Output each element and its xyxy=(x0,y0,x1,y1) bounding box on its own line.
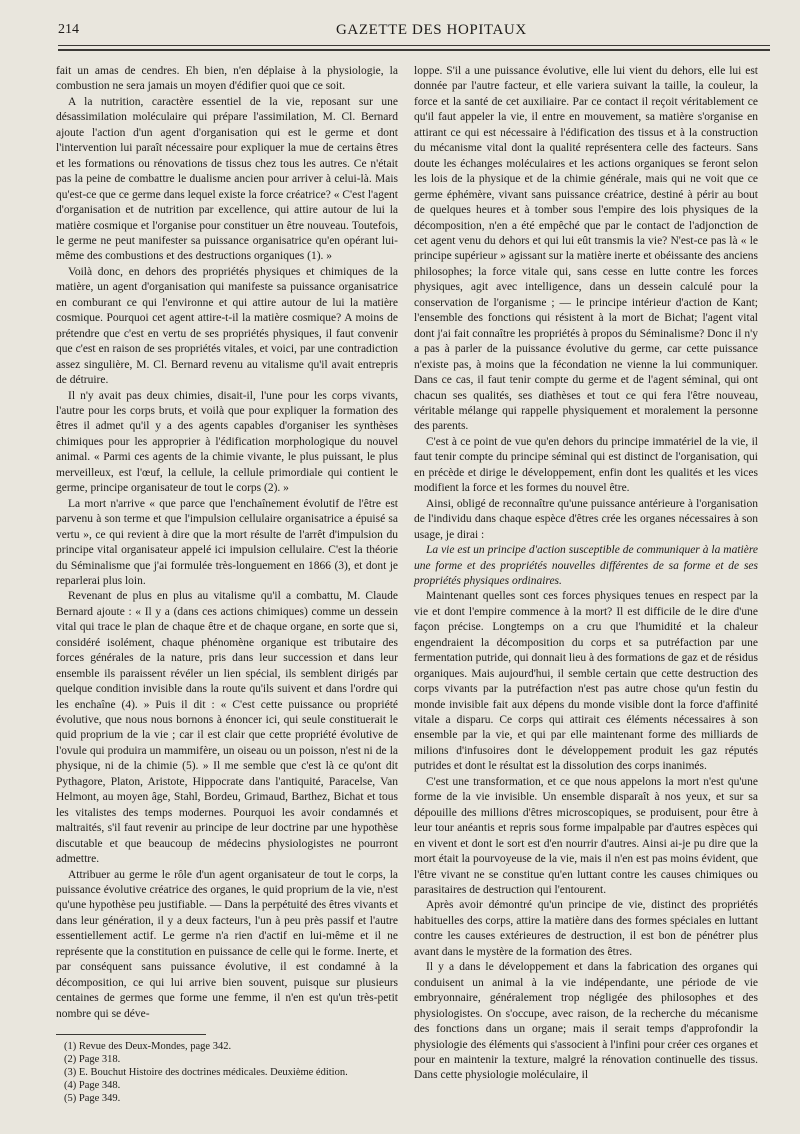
paragraph: Il n'y avait pas deux chimies, disait-il, l'une pour les corps vivants, l'autre pour les corps bruts, et voilà que pour expliquer la formation des êtres il admet qu'il y a des agents capables d'organiser les synthèses chimiques pour les approprier à l'édification morphologique du nouvel animal. « Parmi ces agents de la chimie vivante, le plus puissant, le plus merveilleux, est l'œuf, la cellule, la cellule primordiale qui contient le germe, principe organisateur de tout le corps (2). » xyxy=(56,389,398,495)
left-column xyxy=(56,64,398,1105)
footnote: (5) Page 349. xyxy=(64,1093,121,1105)
footnote: (1) Revue des Deux-Mondes, page 342. xyxy=(64,1041,232,1053)
footnote-rule xyxy=(56,1034,206,1035)
footnote: (3) E. Bouchut Histoire des doctrines médicales. Deuxième édition. xyxy=(64,1067,348,1079)
paragraph: Maintenant quelles sont ces forces physiques tenues en respect par la vie et dont l'empire commence à la mort? Il est difficile de le dire d'une façon précise. Longtemps on a cru que l'humidité et la chaleur engendraient la décomposition du corps et sa putréfaction par une fermentation putride, qui donnait lieu à des formations de gaz et de résidus organiques. Mais aujourd'hui, il semble certain que cette destruction des corps vivants par la putréfaction n'est pas autre chose qu'un festin du monde invisible fait aux dépens du monde visible dont la force d'affinité vitale a disparu. Ce corps qui attirait ces éléments nécessaires à son ensemble par la vie, et qui par elle maintenant forme des milliards de milions d'infusoires dont le développement produit les gaz réputés putrides et dont le résultat est la dissolution des corps inanimés. xyxy=(414,590,758,773)
paragraph: A la nutrition, caractère essentiel de la vie, reposant sur une désassimilation moléculaire qui prépare l'assimilation, M. Cl. Bernard ajoute l'action d'un agent d'organisation qui est le germe et dont l'intervention lui paraît nécessaire pour expliquer la mue de certains êtres et les formations ou rénovations de tissus chez tous les autres. Ce n'était pas la peine de combattre le dualisme ancien pour arriver à celui-là. Mais qu'est-ce que ce germe dans lequel existe la force créatrice? « C'est l'agent d'organisation et de nutrition par excellence, qui attire autour de lui la matière cosmique et l'organise pour constituer un être nouveau. Toutefois, le germe ne peut manifester sa puissance organisatrice qu'en opérant lui-même des combustions et des destructions organiques (1). » xyxy=(56,95,398,263)
page-header xyxy=(58,12,770,52)
paragraph: Revenant de plus en plus au vitalisme qu'il a combattu, M. Claude Bernard ajoute : « Il y a (dans ces actions chimiques) comme un dessein vital qui trace le plan de chaque être et de chaque organe, en sorte que si, considéré isolément, chaque phénomène organique est tributaire des forces générales de la nature, pris dans leur succession et dans leur ensemble ils paraissent révéler un lien spécial, ils semblent dirigés par quelque condition invisible dans la route qu'ils suivent et dans l'ordre qui les enchaîne (4). » Puis il dit : « C'est cette puissance ou propriété évolutive, que nous nous bornons à énoncer ici, qui seule constituerait le quid proprium de la vie ; car il est clair que cette propriété évolutive de l'ovule qui produira un mammifère, un oiseau ou un poisson, n'est ni de la physique, ni de la chimie (5). » Il me semble que c'est là ce qu'ont dit Pythagore, Platon, Aristote, Hippocrate dans l'antiquité, Paracelse, Van Helmont, au moyen âge, Stahl, Bordeu, Grimaud, Barthez, Bichat et tous les vitalistes des temps modernes. Pourquoi les avoir condamnés et maltraités, s'il faut revenir au principe de leur doctrine par une hypothèse discutable et que beaucoup de médecins physiologistes ne pourront admettre. xyxy=(56,590,398,866)
footnotes xyxy=(56,1040,398,1105)
paragraph-italic-definition: La vie est un principe d'action susceptible de communiquer à la matière une forme et des propriétés nouvelles différentes de sa forme et de ses propriétés physiques ordinaires. xyxy=(414,544,758,587)
header-rule xyxy=(58,45,770,46)
journal-title: GAZETTE DES HOPITAUX xyxy=(336,22,527,38)
header-rule-double xyxy=(58,49,770,51)
paragraph: Ainsi, obligé de reconnaître qu'une puissance antérieure à l'organisation de l'individu dans chaque espèce d'êtres crée les organes nécessaires à son usage, je dirai : xyxy=(414,497,758,541)
paragraph: La mort n'arrive « que parce que l'enchaînement évolutif de l'être est parvenu à son terme et que l'impulsion cellulaire organisatrice a épuisé sa vertu », ce qui revient à dire que la mort résulte de l'arrêt d'impulsion du principe vital organisateur appelé ici impulsion cellulaire. C'est la théorie du Séminalisme que j'ai formulée très-longuement en 1866 (3), et dont je reparlerai plus loin. xyxy=(56,497,398,587)
right-column xyxy=(414,64,758,1084)
footnote: (4) Page 348. xyxy=(64,1080,121,1092)
paragraph: Après avoir démontré qu'un principe de vie, distinct des propriétés habituelles des corps, attire la matière dans des formes spéciales en luttant contre les causes extérieures de destruction, il est bon de pénétrer plus avant dans le mystère de la formation des êtres. xyxy=(414,899,758,958)
footnote: (2) Page 318. xyxy=(64,1054,121,1066)
paragraph: Voilà donc, en dehors des propriétés physiques et chimiques de la matière, un agent d'organisation qui manifeste sa puissance organisatrice en comburant ce qui l'environne et qui attire autour de lui la matière cosmique. Pourquoi cet agent attire-t-il la matière cosmique? A moins de prétendre que c'est en vertu de ses propriétés physiques, il faut convenir que c'est en raison de ses propriétés vitales, et voici, par une contradiction assez singulière, M. Cl. Bernard revenu au vitalisme qu'il avait entrepris de détruire. xyxy=(56,265,398,387)
paragraph: loppe. S'il a une puissance évolutive, elle lui vient du dehors, elle lui est donnée par l'autre facteur, et elle variera suivant la taille, la couleur, la force et la santé de cet auxiliaire. Par ce contact il reçoit véritablement ce qu'il faut appeler la vie, il entre en mouvement, sa matière s'organise en attirant ce qui est nécessaire à l'édification des tissus et à la construction du mécanisme vital dont la qualité représentera celle des facteurs. Sans doute les échanges moléculaires et les actions organiques se feront selon les lois de la physique et de la chimie générale, mais qui ne voit que ce germe éphémère, vivant sans puissance créatrice, destiné à périr au bout de quelques heures et à tomber sous l'empire des lois physiques de la décomposition, n'en a été empêché que par le contact de l'adjonction de cet agent venu du dehors et qui lui eût transmis la vie? N'est-ce pas là « le principe supérieur » agissant sur la matière inerte et obéissante des anciens philosophes; la force vitale qui, sans cesse en lutte contre les forces physiques, agit avec intelligence, dans un dessein calculé pour la conservation de l'organisme ; — le principe intérieur d'action de Kant; l'ensemble des fonctions qui résistent à la mort de Bichat; l'agent vital dont j'ai fait connaître les propriétés à propos du Séminalisme? Donc il n'y a pas à parler de la puissance évolutive du germe, car cette puissance n'existe pas, à moins que la fécondation ne vienne la lui communiquer. Dans ce cas, il faut tenir compte du germe et de l'agent séminal, qui ont chacun ses qualités, ses diathèses et tout ce qui fera l'être nouveau, véritable mélange qui rappelle physiquement et moralement la personne des parents. xyxy=(414,65,758,433)
paragraph: C'est à ce point de vue qu'en dehors du principe immatériel de la vie, il faut tenir compte du principe séminal qui est distinct de l'organisation, qui en précède et dirige le développement, enfin dont les qualités et les vices modifient la force et les formes du nouvel être. xyxy=(414,435,758,495)
page-number: 214 xyxy=(58,22,79,37)
paragraph: C'est une transformation, et ce que nous appelons la mort n'est qu'une forme de la vie invisible. Un ensemble disparaît à nos yeux, et sur sa dépouille des millions d'êtres microscopiques, se produisent, pour être à leur tour anéantis et repris sous forme impalpable par d'autres espèces qui en vivent et dont le sort est d'en nourrir d'autres. Ainsi ai-je pu dire que la mort était la pourvoyeuse de la vie, mais il n'en est pas moins évident, que l'être vivant ne se constitue qu'en luttant contre les causes chimiques ou parasitaires de destruction qui l'entourent. xyxy=(414,775,758,897)
paragraph: Il y a dans le développement et dans la fabrication des organes qui conduisent un animal à la vie indépendante, une période de vie embryonnaire, généralement trop négligée des philosophes et des physiologistes. On s'occupe, avec raison, de la recherche du mécanisme des fonctions dans un organe; mais il serait temps d'approfondir la physiologie des éléments qui s'associent à l'infini pour créer ces organes et pour en maintenir la texture, malgré la rénovation continuelle des tissus. Dans cette physiologie moléculaire, il xyxy=(414,961,758,1082)
paragraph: Attribuer au germe le rôle d'un agent organisateur de tout le corps, la puissance évolutive créatrice des organes, le quid proprium de la vie, n'est qu'une hypothèse peu justifiable. — Dans la perpétuité des êtres vivants et dans leur génération, il y a deux facteurs, l'un à peu près passif et l'autre essentiellement actif. Le germe n'a rien d'actif en lui-même et il ne représente que la constitution en puissance de celle qui le forme. Inerte, et par conséquent sans puissance évolutive, il est condamné à la décomposition, ce qui lui arrive bien souvent, puisque sur plusieurs centaines de germes que forme une femme, il n'en est qu'un très-petit nombre qui se déve- xyxy=(56,868,398,1020)
paragraph: fait un amas de cendres. Eh bien, n'en déplaise à la physiologie, la combustion ne sera jamais un moyen d'édifier quoi que ce soit. xyxy=(56,65,398,93)
